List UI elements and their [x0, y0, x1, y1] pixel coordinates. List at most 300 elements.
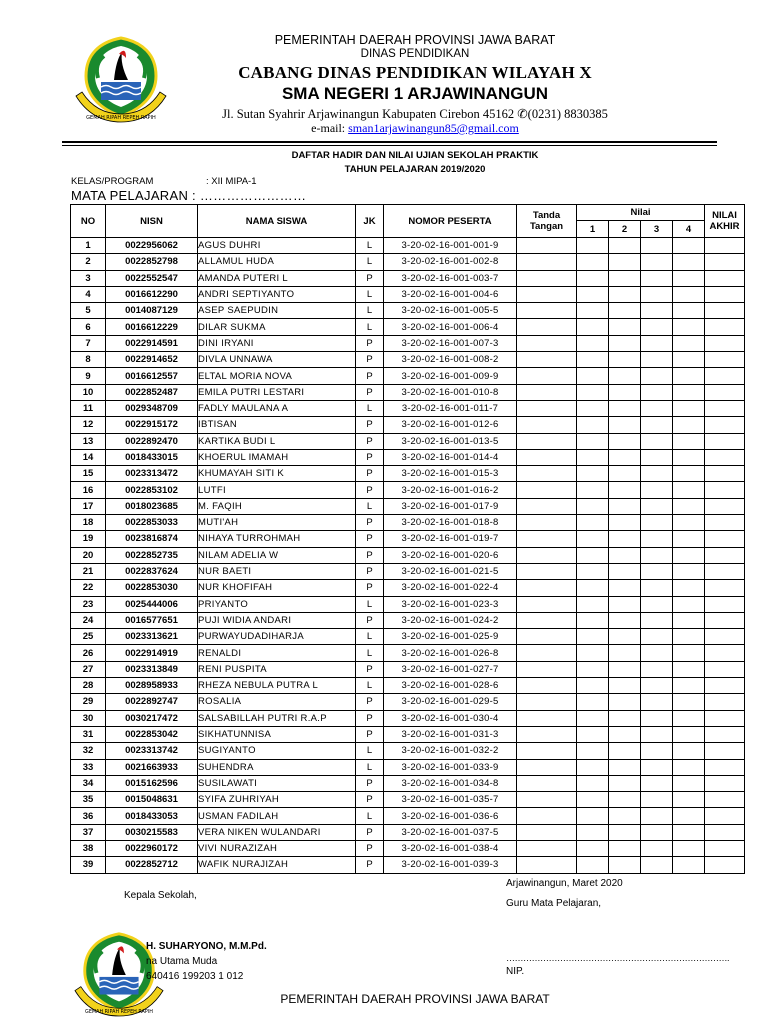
row-nilai-2[interactable]: [609, 319, 641, 335]
row-tanda-tangan[interactable]: [517, 775, 577, 791]
row-nomor-peserta: 3-20-02-16-001-024-2: [384, 612, 517, 628]
row-nilai-akhir[interactable]: [705, 498, 745, 514]
row-nilai-4[interactable]: [673, 303, 705, 319]
row-nilai-akhir[interactable]: [705, 792, 745, 808]
row-nilai-2[interactable]: [609, 661, 641, 677]
table-row: [71, 563, 745, 579]
row-jk: P: [356, 352, 384, 368]
row-tanda-tangan[interactable]: [517, 417, 577, 433]
row-tanda-tangan[interactable]: [517, 270, 577, 286]
row-nilai-3[interactable]: [641, 482, 673, 498]
row-jk: L: [356, 400, 384, 416]
row-nilai-2[interactable]: [609, 596, 641, 612]
row-nilai-2[interactable]: [609, 759, 641, 775]
row-tanda-tangan[interactable]: [517, 368, 577, 384]
row-no: 30: [71, 710, 106, 726]
row-nilai-akhir[interactable]: [705, 726, 745, 742]
row-nilai-1[interactable]: [577, 629, 609, 645]
row-tanda-tangan[interactable]: [517, 563, 577, 579]
row-tanda-tangan[interactable]: [517, 286, 577, 302]
row-nilai-3[interactable]: [641, 596, 673, 612]
row-nilai-4[interactable]: [673, 270, 705, 286]
row-nilai-1[interactable]: [577, 400, 609, 416]
header-jk: JK: [356, 205, 384, 238]
row-nilai-1[interactable]: [577, 840, 609, 856]
row-nilai-akhir[interactable]: [705, 286, 745, 302]
row-nilai-1[interactable]: [577, 449, 609, 465]
row-tanda-tangan[interactable]: [517, 238, 577, 254]
row-nilai-4[interactable]: [673, 710, 705, 726]
row-no: 10: [71, 384, 106, 400]
row-nilai-2[interactable]: [609, 433, 641, 449]
row-nilai-3[interactable]: [641, 563, 673, 579]
row-nilai-2[interactable]: [609, 238, 641, 254]
row-nomor-peserta: 3-20-02-16-001-008-2: [384, 352, 517, 368]
row-nilai-2[interactable]: [609, 547, 641, 563]
row-nomor-peserta: 3-20-02-16-001-003-7: [384, 270, 517, 286]
row-nilai-2[interactable]: [609, 563, 641, 579]
email-link[interactable]: sman1arjawinangun85@gmail.com: [348, 121, 519, 135]
row-tanda-tangan[interactable]: [517, 857, 577, 873]
row-nilai-2[interactable]: [609, 254, 641, 270]
row-nisn: 0022960172: [106, 840, 198, 856]
email-label: e-mail:: [311, 121, 349, 135]
row-nilai-4[interactable]: [673, 238, 705, 254]
row-nisn: 0023313849: [106, 661, 198, 677]
row-nilai-akhir[interactable]: [705, 710, 745, 726]
row-nilai-3[interactable]: [641, 678, 673, 694]
header-no: NO: [71, 205, 106, 238]
row-nilai-3[interactable]: [641, 303, 673, 319]
row-nilai-4[interactable]: [673, 433, 705, 449]
row-nilai-1[interactable]: [577, 726, 609, 742]
row-tanda-tangan[interactable]: [517, 319, 577, 335]
row-nilai-2[interactable]: [609, 743, 641, 759]
row-nomor-peserta: 3-20-02-16-001-002-8: [384, 254, 517, 270]
row-tanda-tangan[interactable]: [517, 335, 577, 351]
row-nilai-2[interactable]: [609, 352, 641, 368]
row-nilai-4[interactable]: [673, 286, 705, 302]
row-nilai-4[interactable]: [673, 352, 705, 368]
row-nilai-4[interactable]: [673, 612, 705, 628]
row-nilai-2[interactable]: [609, 286, 641, 302]
row-nilai-1[interactable]: [577, 368, 609, 384]
row-nilai-2[interactable]: [609, 694, 641, 710]
row-nilai-1[interactable]: [577, 515, 609, 531]
row-jk: L: [356, 808, 384, 824]
row-nisn: 0014087129: [106, 303, 198, 319]
row-nilai-2[interactable]: [609, 857, 641, 873]
row-nilai-3[interactable]: [641, 319, 673, 335]
row-nilai-4[interactable]: [673, 547, 705, 563]
row-nilai-4[interactable]: [673, 400, 705, 416]
row-nilai-2[interactable]: [609, 775, 641, 791]
row-nisn: 0029348709: [106, 400, 198, 416]
row-nisn: 0018433015: [106, 449, 198, 465]
row-nilai-3[interactable]: [641, 612, 673, 628]
row-nilai-2[interactable]: [609, 645, 641, 661]
row-no: 3: [71, 270, 106, 286]
row-nilai-4[interactable]: [673, 661, 705, 677]
row-tanda-tangan[interactable]: [517, 254, 577, 270]
row-nilai-akhir[interactable]: [705, 857, 745, 873]
row-nilai-4[interactable]: [673, 792, 705, 808]
row-nomor-peserta: 3-20-02-16-001-032-2: [384, 743, 517, 759]
row-nilai-akhir[interactable]: [705, 808, 745, 824]
row-tanda-tangan[interactable]: [517, 840, 577, 856]
row-nilai-2[interactable]: [609, 808, 641, 824]
row-no: 7: [71, 335, 106, 351]
row-nilai-4[interactable]: [673, 759, 705, 775]
header-divider-thin: [62, 145, 717, 146]
row-nilai-2[interactable]: [609, 531, 641, 547]
row-nilai-4[interactable]: [673, 694, 705, 710]
row-nilai-akhir[interactable]: [705, 824, 745, 840]
row-nilai-1[interactable]: [577, 433, 609, 449]
row-nilai-1[interactable]: [577, 466, 609, 482]
row-nilai-1[interactable]: [577, 531, 609, 547]
row-nilai-3[interactable]: [641, 286, 673, 302]
row-nilai-1[interactable]: [577, 743, 609, 759]
kepala-sekolah-rank: na Utama Muda: [146, 956, 218, 967]
row-nilai-akhir[interactable]: [705, 596, 745, 612]
row-tanda-tangan[interactable]: [517, 612, 577, 628]
row-tanda-tangan[interactable]: [517, 596, 577, 612]
row-nilai-3[interactable]: [641, 238, 673, 254]
footer-gov: PEMERINTAH DAERAH PROVINSI JAWA BARAT: [280, 992, 550, 1006]
table-row: [71, 254, 745, 270]
row-nilai-1[interactable]: [577, 482, 609, 498]
row-nilai-4[interactable]: [673, 824, 705, 840]
row-nilai-4[interactable]: [673, 726, 705, 742]
row-nilai-3[interactable]: [641, 645, 673, 661]
row-nilai-3[interactable]: [641, 629, 673, 645]
row-tanda-tangan[interactable]: [517, 515, 577, 531]
row-tanda-tangan[interactable]: [517, 824, 577, 840]
row-tanda-tangan[interactable]: [517, 433, 577, 449]
row-nilai-1[interactable]: [577, 270, 609, 286]
table-row: [71, 238, 745, 254]
header-nisn: NISN: [106, 205, 198, 238]
row-nilai-3[interactable]: [641, 775, 673, 791]
row-tanda-tangan[interactable]: [517, 547, 577, 563]
row-nilai-akhir[interactable]: [705, 352, 745, 368]
row-nilai-1[interactable]: [577, 792, 609, 808]
row-tanda-tangan[interactable]: [517, 449, 577, 465]
row-no: 9: [71, 368, 106, 384]
row-nilai-2[interactable]: [609, 270, 641, 286]
row-nilai-2[interactable]: [609, 303, 641, 319]
row-nilai-2[interactable]: [609, 710, 641, 726]
row-nilai-3[interactable]: [641, 710, 673, 726]
row-nilai-1[interactable]: [577, 335, 609, 351]
row-nilai-2[interactable]: [609, 368, 641, 384]
row-nilai-1[interactable]: [577, 612, 609, 628]
row-nilai-akhir[interactable]: [705, 270, 745, 286]
row-nomor-peserta: 3-20-02-16-001-030-4: [384, 710, 517, 726]
row-nilai-4[interactable]: [673, 254, 705, 270]
row-tanda-tangan[interactable]: [517, 678, 577, 694]
row-nilai-4[interactable]: [673, 580, 705, 596]
row-nilai-2[interactable]: [609, 417, 641, 433]
row-nilai-4[interactable]: [673, 466, 705, 482]
row-nilai-1[interactable]: [577, 254, 609, 270]
row-nama: ROSALIA: [198, 694, 356, 710]
row-nilai-3[interactable]: [641, 857, 673, 873]
row-nilai-1[interactable]: [577, 857, 609, 873]
row-nisn: 0022853042: [106, 726, 198, 742]
table-row: [71, 710, 745, 726]
row-nama: RENI PUSPITA: [198, 661, 356, 677]
row-nama: FADLY MAULANA A: [198, 400, 356, 416]
table-row: [71, 303, 745, 319]
row-nilai-akhir[interactable]: [705, 775, 745, 791]
row-nilai-akhir[interactable]: [705, 580, 745, 596]
row-nilai-3[interactable]: [641, 531, 673, 547]
place-date: Arjawinangun, Maret 2020: [506, 878, 623, 889]
row-nama: USMAN FADILAH: [198, 808, 356, 824]
row-nilai-2[interactable]: [609, 384, 641, 400]
table-row: [71, 498, 745, 514]
row-tanda-tangan[interactable]: [517, 580, 577, 596]
row-nilai-1[interactable]: [577, 580, 609, 596]
row-nilai-4[interactable]: [673, 857, 705, 873]
row-nilai-akhir[interactable]: [705, 645, 745, 661]
row-tanda-tangan[interactable]: [517, 352, 577, 368]
row-nilai-akhir[interactable]: [705, 743, 745, 759]
row-no: 35: [71, 792, 106, 808]
row-nilai-3[interactable]: [641, 824, 673, 840]
row-nilai-akhir[interactable]: [705, 335, 745, 351]
row-nilai-3[interactable]: [641, 726, 673, 742]
row-no: 6: [71, 319, 106, 335]
row-nilai-akhir[interactable]: [705, 466, 745, 482]
row-nilai-2[interactable]: [609, 726, 641, 742]
row-nilai-akhir[interactable]: [705, 400, 745, 416]
row-nilai-1[interactable]: [577, 417, 609, 433]
row-nilai-2[interactable]: [609, 498, 641, 514]
row-nilai-2[interactable]: [609, 449, 641, 465]
row-nilai-2[interactable]: [609, 466, 641, 482]
row-nilai-4[interactable]: [673, 498, 705, 514]
row-nilai-3[interactable]: [641, 840, 673, 856]
row-no: 15: [71, 466, 106, 482]
row-nilai-4[interactable]: [673, 531, 705, 547]
row-nilai-4[interactable]: [673, 808, 705, 824]
row-nilai-1[interactable]: [577, 563, 609, 579]
row-nilai-akhir[interactable]: [705, 759, 745, 775]
row-nilai-2[interactable]: [609, 792, 641, 808]
row-nilai-3[interactable]: [641, 417, 673, 433]
row-nilai-akhir[interactable]: [705, 303, 745, 319]
row-jk: L: [356, 286, 384, 302]
header-address: Jl. Sutan Syahrir Arjawinangun Kabupaten Cirebon 45162 ✆(0231) 8830385: [222, 107, 608, 121]
row-nilai-akhir[interactable]: [705, 678, 745, 694]
row-nilai-akhir[interactable]: [705, 612, 745, 628]
row-nilai-1[interactable]: [577, 645, 609, 661]
row-no: 14: [71, 449, 106, 465]
row-nilai-4[interactable]: [673, 482, 705, 498]
row-nomor-peserta: 3-20-02-16-001-012-6: [384, 417, 517, 433]
row-nilai-akhir[interactable]: [705, 433, 745, 449]
row-tanda-tangan[interactable]: [517, 710, 577, 726]
row-nilai-akhir[interactable]: [705, 384, 745, 400]
row-nilai-4[interactable]: [673, 449, 705, 465]
row-nisn: 0016612290: [106, 286, 198, 302]
row-tanda-tangan[interactable]: [517, 792, 577, 808]
row-nilai-akhir[interactable]: [705, 368, 745, 384]
row-nilai-3[interactable]: [641, 400, 673, 416]
row-nilai-3[interactable]: [641, 335, 673, 351]
row-nilai-3[interactable]: [641, 808, 673, 824]
row-nilai-akhir[interactable]: [705, 531, 745, 547]
row-nilai-4[interactable]: [673, 596, 705, 612]
row-nisn: 0022852798: [106, 254, 198, 270]
row-nilai-4[interactable]: [673, 840, 705, 856]
row-nilai-1[interactable]: [577, 384, 609, 400]
row-nilai-1[interactable]: [577, 596, 609, 612]
row-tanda-tangan[interactable]: [517, 726, 577, 742]
row-no: 33: [71, 759, 106, 775]
row-tanda-tangan[interactable]: [517, 466, 577, 482]
row-nomor-peserta: 3-20-02-16-001-014-4: [384, 449, 517, 465]
row-nilai-3[interactable]: [641, 433, 673, 449]
row-nilai-1[interactable]: [577, 238, 609, 254]
row-nisn: 0015048631: [106, 792, 198, 808]
row-tanda-tangan[interactable]: [517, 531, 577, 547]
row-nilai-akhir[interactable]: [705, 694, 745, 710]
row-nilai-4[interactable]: [673, 645, 705, 661]
row-nilai-2[interactable]: [609, 400, 641, 416]
row-nilai-1[interactable]: [577, 808, 609, 824]
row-nilai-akhir[interactable]: [705, 482, 745, 498]
row-tanda-tangan[interactable]: [517, 629, 577, 645]
row-tanda-tangan[interactable]: [517, 743, 577, 759]
header-dept: DINAS PENDIDIKAN: [360, 48, 470, 60]
row-tanda-tangan[interactable]: [517, 400, 577, 416]
row-nilai-1[interactable]: [577, 286, 609, 302]
row-tanda-tangan[interactable]: [517, 808, 577, 824]
row-nilai-1[interactable]: [577, 759, 609, 775]
row-nilai-3[interactable]: [641, 759, 673, 775]
row-nilai-1[interactable]: [577, 303, 609, 319]
row-tanda-tangan[interactable]: [517, 759, 577, 775]
row-nilai-4[interactable]: [673, 629, 705, 645]
row-nilai-3[interactable]: [641, 352, 673, 368]
row-nilai-1[interactable]: [577, 498, 609, 514]
row-nilai-4[interactable]: [673, 384, 705, 400]
row-nilai-akhir[interactable]: [705, 238, 745, 254]
row-nilai-4[interactable]: [673, 678, 705, 694]
row-jk: P: [356, 433, 384, 449]
row-nilai-4[interactable]: [673, 743, 705, 759]
row-nilai-3[interactable]: [641, 466, 673, 482]
row-no: 20: [71, 547, 106, 563]
row-nisn: 0022892470: [106, 433, 198, 449]
row-tanda-tangan[interactable]: [517, 645, 577, 661]
row-nilai-4[interactable]: [673, 368, 705, 384]
row-nilai-1[interactable]: [577, 710, 609, 726]
row-nilai-3[interactable]: [641, 661, 673, 677]
row-nilai-4[interactable]: [673, 515, 705, 531]
row-nilai-1[interactable]: [577, 352, 609, 368]
row-nilai-3[interactable]: [641, 792, 673, 808]
row-nilai-akhir[interactable]: [705, 515, 745, 531]
row-nilai-1[interactable]: [577, 661, 609, 677]
row-tanda-tangan[interactable]: [517, 498, 577, 514]
row-nilai-akhir[interactable]: [705, 563, 745, 579]
row-nama: EMILA PUTRI LESTARI: [198, 384, 356, 400]
row-tanda-tangan[interactable]: [517, 661, 577, 677]
row-nilai-akhir[interactable]: [705, 547, 745, 563]
row-nilai-4[interactable]: [673, 335, 705, 351]
row-nilai-akhir[interactable]: [705, 840, 745, 856]
row-tanda-tangan[interactable]: [517, 303, 577, 319]
row-no: 8: [71, 352, 106, 368]
row-nilai-akhir[interactable]: [705, 254, 745, 270]
row-nilai-2[interactable]: [609, 482, 641, 498]
row-no: 16: [71, 482, 106, 498]
row-nilai-4[interactable]: [673, 563, 705, 579]
row-nilai-4[interactable]: [673, 775, 705, 791]
row-nilai-3[interactable]: [641, 547, 673, 563]
header-nilai-1: 1: [577, 221, 609, 238]
row-nilai-3[interactable]: [641, 498, 673, 514]
row-nama: DILAR SUKMA: [198, 319, 356, 335]
row-nilai-akhir[interactable]: [705, 319, 745, 335]
row-nilai-2[interactable]: [609, 515, 641, 531]
row-nama: AMANDA PUTERI L: [198, 270, 356, 286]
row-tanda-tangan[interactable]: [517, 384, 577, 400]
row-nilai-2[interactable]: [609, 824, 641, 840]
row-nilai-1[interactable]: [577, 694, 609, 710]
row-nilai-2[interactable]: [609, 612, 641, 628]
row-nilai-2[interactable]: [609, 580, 641, 596]
row-nilai-2[interactable]: [609, 335, 641, 351]
row-nilai-3[interactable]: [641, 254, 673, 270]
row-nilai-3[interactable]: [641, 694, 673, 710]
row-nilai-3[interactable]: [641, 270, 673, 286]
row-nilai-3[interactable]: [641, 515, 673, 531]
row-nilai-3[interactable]: [641, 449, 673, 465]
table-row: [71, 319, 745, 335]
row-nilai-1[interactable]: [577, 775, 609, 791]
row-no: 37: [71, 824, 106, 840]
row-nilai-1[interactable]: [577, 547, 609, 563]
row-nilai-1[interactable]: [577, 319, 609, 335]
row-nilai-3[interactable]: [641, 580, 673, 596]
row-nilai-2[interactable]: [609, 629, 641, 645]
row-nilai-akhir[interactable]: [705, 449, 745, 465]
row-jk: P: [356, 531, 384, 547]
row-tanda-tangan[interactable]: [517, 694, 577, 710]
row-nilai-2[interactable]: [609, 840, 641, 856]
row-nilai-1[interactable]: [577, 678, 609, 694]
row-nisn: 0022914591: [106, 335, 198, 351]
row-nilai-2[interactable]: [609, 678, 641, 694]
row-nilai-akhir[interactable]: [705, 417, 745, 433]
row-nilai-3[interactable]: [641, 743, 673, 759]
row-nilai-1[interactable]: [577, 824, 609, 840]
row-nilai-akhir[interactable]: [705, 629, 745, 645]
row-nilai-4[interactable]: [673, 417, 705, 433]
row-nilai-3[interactable]: [641, 368, 673, 384]
row-tanda-tangan[interactable]: [517, 482, 577, 498]
row-nilai-akhir[interactable]: [705, 661, 745, 677]
row-nilai-3[interactable]: [641, 384, 673, 400]
header-nilai-3: 3: [641, 221, 673, 238]
row-nilai-4[interactable]: [673, 319, 705, 335]
